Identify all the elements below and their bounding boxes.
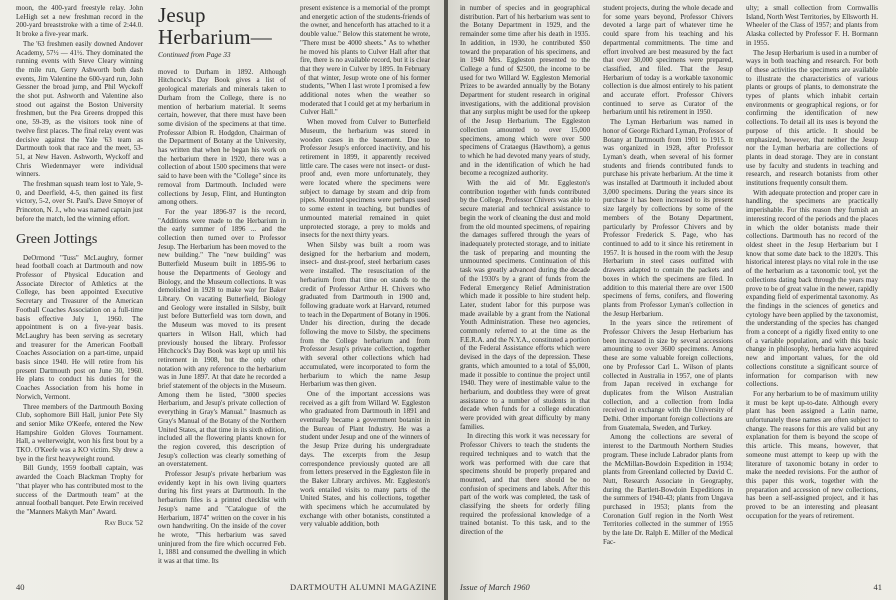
continued-note: Continued from Page 33 [158, 50, 231, 59]
right-column-1 [460, 4, 590, 576]
issue-date: Issue of March 1960 [460, 582, 530, 592]
left-column-2 [158, 4, 286, 576]
article-title: Jesup Herbarium— [158, 4, 272, 49]
right-page [448, 0, 896, 600]
left-column-3 [300, 4, 430, 576]
paragraph: Among the collections are several of interest to the Dartmouth Northern Studies program. These include Labrador plants from the McMillan-Bowdoin Expedition in 1934; plants from Greenland collected by David C. Nutt, Research Associate in Geography, during the Bartlett-Bowdoin Expeditions in the summers of 1940-43; plants from Ungava purchased in 1953; plants from the Coronation Gulf region in the North West Territories collected in the summer of 1955 by the late Dr. Ralph E. Miller of the Medical Fac- [603, 433, 733, 546]
paragraph: When Silsby was built a room was designed for the herbarium and modern, insect- and dust-proof, steel herbarium cases were installed. The resuscitation of the herbarium from that time on stands to the credit of Professor Arthur H. Chivers who graduated from Dartmouth in 1900 and, following graduate work at Harvard, returned to teach in the Department of Botany in 1906. Under his direction, during the decade following the move to Silsby, the specimens from the College herbarium and from Professor Jesup's private collection, together with several other collections which had accumulated, were incorporated to form the herbarium to which the name Jesup Herbarium was then given. [300, 240, 430, 389]
paragraph: In directing this work it was necessary for Professor Chivers to teach the students the required techniques and to watch that the work was performed with due care that specimens should be properly prepared and mounted, and that there should be no confusion of specimens and labels. After this part of the work was completed, the task of classifying the sheets for orderly filing required the professional knowledge of a trained botanist. To this task, and to the direction of the [460, 432, 590, 537]
paragraph: ulty; a small collection from Cornwallis Island, North West Territories, by Ellsworth H. Wheeler of the Class of 1957; and plants from Alaska collected by Professor F. H. Bormann in 1955. [746, 4, 878, 47]
left-page [0, 0, 444, 600]
paragraph: in number of species and in geographical distribution. Part of his herbarium was sent to the Botany Department in 1929, and the remainder some time after his death in 1935. In addition, in 1930, he contributed $50 toward the preparation of his specimens, and in 1940 Mrs. Eggleston presented to the College a fund of $2500, the income to be used for two Willard W. Eggleston Memorial Prizes to be awarded annually by the Botany Department for student research in original investigations, with the additional provision that any surplus might be used for the upkeep of the Jesup Herbarium. The Eggleston collection amounted to over 15,000 specimens, among which were over 500 specimens of Crataegus (Hawthorn), a genus to which he had devoted many years of study, and in the identification of which he had become a recognized authority. [460, 4, 590, 178]
section-heading-green-jottings: Green Jottings [16, 231, 98, 247]
paragraph: The Jesup Herbarium is used in a number of ways in both teaching and research. For both of these activities the specimens are available to illustrate the characteristics of various plants or groups of plants, to demonstrate the types of plants which inhabit certain environments or geographical regions, or for confirming the identification of new collections. To detail all its uses is beyond the purpose of this article. It should be emphasized, however, that neither the Jesup nor the Lyman herbaria are collections of plants in dead storage. They are in constant use by faculty and students in teaching and research, and research botanists from other institutions frequently consult them. [746, 48, 878, 188]
paragraph: In the years since the retirement of Professor Chivers the Jesup Herbarium has been increased in size by several accessions amounting to over 3600 specimens. Among these are some valuable foreign collections, one by Professor Carl L. Wilson of plants collected in Australia in 1957, one of plants from Japan received in exchange for duplicates from the Wilson Australian collection, and a collection from India received in exchange with the University of Delhi. Other important foreign collections are from Guatemala, Sweden, and Turkey. [603, 319, 733, 432]
paragraph: The freshman squash team lost to Yale, 9-0, and Deerfield, 4-5, then gained its first victory, 5-2, over St. Paul's. Dave Smoyer of Princeton, N. J., who was named captain just before the match, led the winning effort. [16, 180, 143, 223]
paragraph: Three members of the Dartmouth Boxing Club, sophomore Bill Hall, junior Pete Sly and senior Mike O'Keefe, entered the New Hampshire Golden Gloves Tournament. Hall, a welterweight, won his first bout by a TKO. O'Keefe was a KO victim. Sly drew a bye in the first heavyweight round. [16, 402, 143, 463]
paragraph: For any herbarium to be of maximum utility it must be kept up-to-date. Although every plant has been assigned a Latin name, unfortunately these names are often subject to change. The reasons for this are valid but any explanation for them is beyond the scope of this article. This means, however, that someone must attempt to keep up with the literature of taxonomic botany in order to make the needed revisions. For the author of this paper this work, together with the preparation and accession of new collections, has been a self-assigned project, and it has proved to be an interesting and pleasant occupation for the years of retirement. [746, 389, 878, 520]
paragraph: student projects, during the whole decade and for some years beyond, Professor Chivers devoted a large part of whatever time he could spare from his teaching and his departmental commitments. The time and effort involved are best measured by the fact that over 30,000 specimens were prepared, classified, and filed. That the Jesup Herbarium of today is a workable taxonomic collection is due almost entirely to his patient and accurate effort. Professor Chivers continued to serve as Curator of the herbarium until his retirement in 1950. [603, 4, 733, 117]
paragraph: moon, the 400-yard freestyle relay. John LeHigh set a new freshman record in the 200-yard breaststroke with a time of 2:44.0. It broke a five-year mark. [16, 4, 143, 39]
paragraph: moved to Durham in 1892. Although Hitchcock's Day Book gives a list of geological materials and minerals taken to Durham from the College, there is no mention of herbarium material. It seems certain, however, that there must have been some division of the specimens at that time. Professor Albion R. Hodgdon, Chairman of the Department of Botany at the University, has written that when he began his work on the herbarium there in 1920, there was a collection of about 1500 specimens that were said to have been with the "College" since its removal from Dartmouth. Included were collections by Jesup, Flint, and Huntington among others. [158, 67, 286, 207]
paragraph: For the year 1896-97 is the record, "Additions were made to the Herbarium in the early summer of 1896 ... and the collection then turned over to Professor Jesup. The Herbarium has been moved to the new building." The "new building" was Butterfield Museum built in 1895-96 to house the Departments of Geology and Biology, and the Museum collections. It was demolished in 1928 to make way for Baker Library. On vacating Butterfield, Biology and Geology were installed in Silsby, built just before Butterfield was torn down, and the Museum was moved to its present quarters in Wilson Hall, which had previously housed the library. Professor Hitchcock's Day Book was kept up until his retirement in 1908, but the only other notation with any reference to the herbarium was in June 1897. At that date he recorded a brief statement of the objects in the Museum. Among them he listed, "3000 species Herbarium, and Jesup's private collection of everything in Gray's Manual." Inasmuch as Gray's Manual of the Botany of the Northern United States, at that time in its sixth edition, included all the flowering plants known for the region covered, this description of Jesup's collection was clearly something of an overstatement. [158, 207, 286, 469]
paragraph: Professor Jesup's private herbarium was evidently kept in his own living quarters during his first years at Dartmouth. In the herbarium files is a printed checklist with Jesup's name and "Catalogue of the Herbarium, 1874" written on the cover in his own handwriting. On the inside of the cover he wrote, "This herbarium was saved uninjured from the fire which occurred Feb. 1, 1881 and consumed the dwelling in which it was at that time. Its [158, 470, 286, 566]
paragraph: With the aid of Mr. Eggleston's contribution together with funds contributed by the College, Professor Chivers was able to secure material and technical assistance to begin the work of cleaning the dust and mold from the old mounted specimens, of repairing the damages suffered through the years of inadequately protected storage, and to initiate the task of preparing and mounting the unmounted specimens. Continuation of this task was greatly advanced during the decade of the 1930's by a grant of funds from the Federal Emergency Relief Administration which made it possible to hire student help. Later, student labor for this purpose was made available by a grant from the National Youth Administration. These two agencies, commonly referred to at the time as the F.E.R.A. and the N.Y.A., constituted a portion of the Federal Assistance efforts which were devised in the days of the depression. These grants, which amounted to a total of $5,000, made it possible to continue the project until 1940. They were of inestimable value to the herbarium, and doubtless they were of great assistance to a number of students in that decade when funds for a college education were provided with great difficulty by many families. [460, 179, 590, 431]
left-column-1 [16, 4, 143, 576]
paragraph: The '63 freshmen easily downed Andover Academy, 57½ — 41½. They dominated the running events with Steve Cleary winning the mile run, Gerry Ashworth both dash events, Jim Valentine the 600-yard run, John Gessner the broad jump, and Phil Wyckoff the shot put. Ashworth and Valentine also stood out against the Boston University freshmen, but the Pea Greens dropped this one, 59-39, as the visitors took nine of twelve first places. The final relay event was decisive against the Yale '63 team as Dartmouth took that race and the meet, 53-51, at New Haven. Ashworth, Wyckoff and Chris Wiedenmayer were individual winners. [16, 39, 143, 179]
paragraph: When moved from Culver to Butterfield Museum, the herbarium was stored in wooden cases in the basement. Due to Professor Jesup's enforced inactivity, and his retirement in 1899, it apparently received little care. The cases were not insect- or dust-proof and, even more unfortunately, they were located where the specimens were subject to damage by steam and drip from pipes. Mounted specimens were perhaps used to some extent in teaching, but bundles of unmounted material remained in quiet unprotected storage, a prey to molds and insects for the next thirty years. [300, 118, 430, 240]
paragraph: Bill Gundy, 1959 football captain, was awarded the Coach Blackman Trophy for "that player who has contributed most to the success of the Dartmouth team" at the annual football banquet. Pete Erwin received the "Manners Makyth Man" Award. [16, 464, 143, 516]
right-column-2 [603, 4, 733, 576]
paragraph: present existence is a memorial of the prompt and energetic action of the students-friends of the owner, and henceforth has attached to it a double value." Below this statement he wrote, "There must be 4000 sheets." As to whether he moved his plants to Culver Hall after that fire, there is no available record, but it is clear that they were in Culver by 1895. In February of that winter, Jesup wrote one of his former students, "When I last wrote I promised a few additional notes when the weather so moderated that I could get at my herbarium in Culver Hall." [300, 4, 430, 117]
page-number-left: 40 [16, 582, 25, 592]
paragraph: The Lyman Herbarium was named in honor of George Richard Lyman, Professor of Botany at Dartmouth from 1901 to 1915. It was organized in 1928, after Professor Lyman's death, when several of his former students and friends contributed funds to purchase his private herbarium. At the time it was installed at Dartmouth it included about 3,000 specimens. During the years since its purchase it has been increased to its present size largely by collections by some of the members of the Botany Department, particularly by Professor Chivers and by Professor Frederick S. Page, who has continued to add to it since his retirement in 1957. It is housed in the room with the Jesup Herbarium in steel cases outfitted with drawers adapted to contain the packets and boxes in which the specimens are filed. In addition to this material there are over 1500 specimens of ferns, conifers, and flowering plants from Professor Lyman's collection in the Jesup Herbarium. [603, 118, 733, 318]
page-number-right: 41 [873, 582, 882, 592]
magazine-name: DARTMOUTH ALUMNI MAGAZINE [290, 582, 437, 592]
right-column-3 [746, 4, 878, 576]
paragraph: With adequate protection and proper care in handling, the specimens are practically imperishable. For this reason they furnish an interesting record of the periods and the places in which the older botanists made their collections. Dartmouth has no record of the oldest sheet in the Jesup Herbarium but I know that some date back to the 1820's. This historical interest plays no vital role in the use of the herbarium as a taxonomic tool, yet the collections dating back through the years may prove to be of great value in the newer, rapidly expanding field of experimental taxonomy. As the findings in the sciences of genetics and cytology have been applied by the taxonomist, the understanding of the species has changed from a concept of a rigidly fixed entity to one of a variable population, and with this basic change in philosophy, herbaria have acquired new and important values, for the old collections constitute a significant source of information for comparison with new collections. [746, 188, 878, 389]
author-signature: Ray Buck '52 [104, 518, 143, 527]
paragraph: DeOrmond "Tuss" McLaughry, former head football coach at Dartmouth and now Professor of Physical Education and Associate Director of Athletics at the College, has been appointed Executive Secretary and Treasurer of the American Football Coaches Association on a full-time basis effective July 1, 1960. The appointment is on a five-year basis. McLaughry has been serving as secretary and treasurer for the American Football Coaches Association on a part-time, unpaid basis since 1940. He will retire from his present Dartmouth post on June 30, 1960. He plans to conduct his duties for the Coaches Association from his home in Norwich, Vermont. [16, 253, 143, 401]
paragraph: One of the important accessions was received as a gift from Willard W. Eggleston who graduated from Dartmouth in 1891 and eventually became a government botanist in the Bureau of Plant Industry. He was a student under Jesup and one of the winners of the Jesup Prize during his undergraduate days. The excerpts from the Jesup correspondence previously quoted are all from letters preserved in the Eggleston file in the Baker Library archives. Mr. Eggleston's work entailed visits to many parts of the United States, and his collections, together with specimens which he accumulated by exchange with other botanists, constituted a very valuable addition, both [300, 389, 430, 529]
